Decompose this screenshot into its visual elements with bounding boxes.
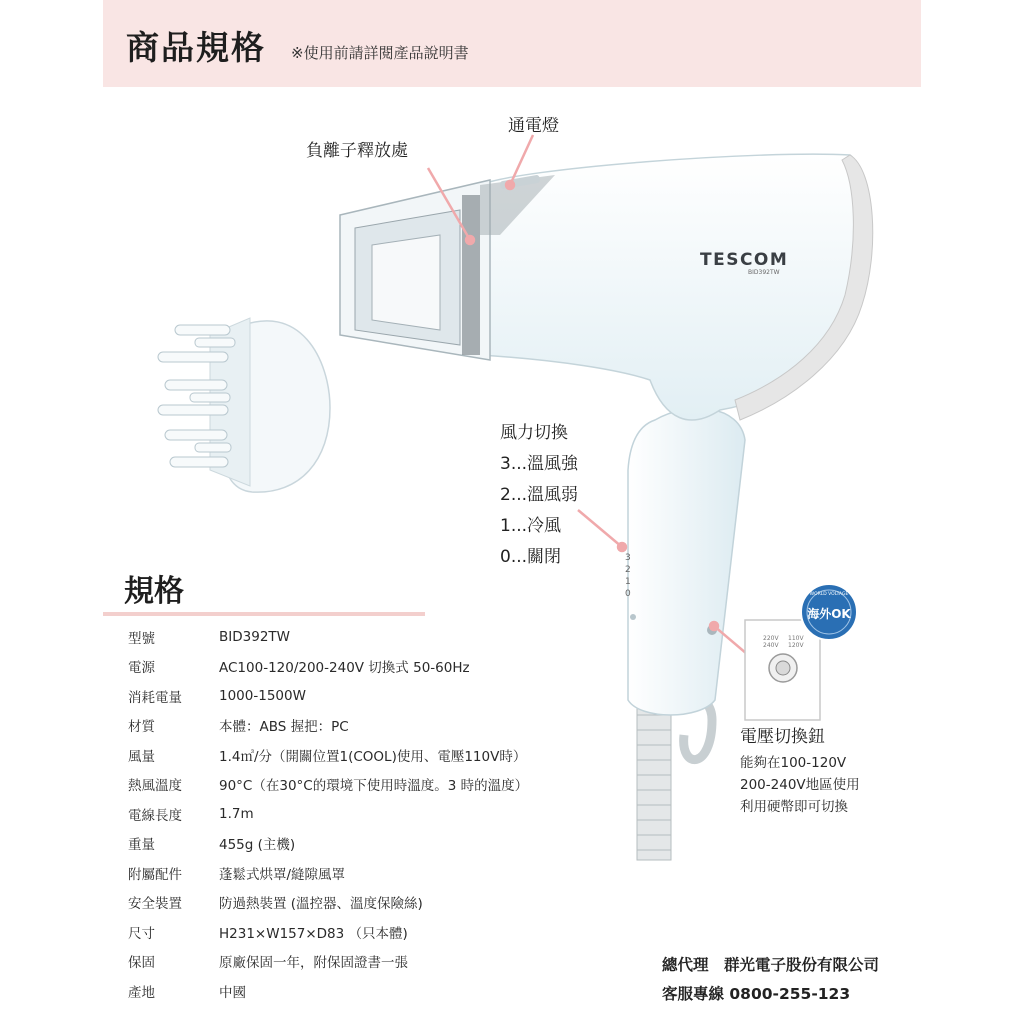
brand-logo: TESCOM <box>700 250 789 270</box>
badge-ring-text: WORLD VOLTAGE <box>809 592 849 597</box>
spec-row <box>128 681 528 711</box>
spec-value: 中國 <box>219 984 246 1001</box>
speed-switch-callout <box>500 418 578 573</box>
voltage-110-label: 110V <box>788 635 804 642</box>
voltage-desc-line: 利用硬幣即可切換 <box>740 799 848 815</box>
voltage-220-label: 220V <box>763 635 779 642</box>
spec-row <box>128 740 528 770</box>
specs-divider <box>103 612 425 616</box>
service-hotline: 客服專線 0800-255-123 <box>662 985 851 1003</box>
page-title: 商品規格 <box>126 28 266 67</box>
spec-value: 90°C（在30°C的環境下使用時溫度。3 時的溫度） <box>219 778 529 795</box>
badge-label: 海外OK <box>807 607 851 621</box>
speed-title: 風力切換 <box>500 423 568 443</box>
spec-label: 重量 <box>128 837 155 854</box>
voltage-240-label: 240V <box>763 642 779 649</box>
spec-label: 風量 <box>128 748 155 765</box>
spec-label: 電源 <box>128 660 155 677</box>
spec-value: BID392TW <box>219 628 291 645</box>
spec-label: 保固 <box>128 955 155 972</box>
spec-row <box>128 917 528 947</box>
distributor-info: 總代理 群光電子股份有限公司 <box>662 956 880 974</box>
spec-label: 熱風溫度 <box>128 778 182 795</box>
switch-pos-3: 3 <box>625 553 631 563</box>
voltage-desc-line: 200-240V地區使用 <box>740 777 860 793</box>
callout-ion-release: 負離子釋放處 <box>306 141 408 161</box>
spec-value: H231×W157×D83 （只本體) <box>219 925 408 942</box>
switch-pos-0: 0 <box>625 589 631 599</box>
spec-label: 型號 <box>128 630 155 647</box>
spec-row <box>128 947 528 977</box>
spec-row <box>128 858 528 888</box>
voltage-switch-title: 電壓切換鈕 <box>740 727 825 747</box>
voltage-switch-zoom <box>745 620 820 720</box>
page-note: ※使用前請詳閱產品說明書 <box>291 44 469 62</box>
voltage-switch-description <box>740 752 860 818</box>
spec-value: 蓬鬆式烘罩/縫隙風罩 <box>219 866 346 883</box>
spec-row <box>128 799 528 829</box>
spec-value: 本體：ABS 握把：PC <box>219 719 349 736</box>
speed-item-1: 1...冷風 <box>500 516 562 536</box>
spec-value: 1000-1500W <box>219 687 306 704</box>
spec-row <box>128 622 528 652</box>
spec-label: 消耗電量 <box>128 689 182 706</box>
speed-item-3: 3...溫風強 <box>500 454 579 474</box>
speed-item-0: 0...關閉 <box>500 547 562 567</box>
spec-value: 455g (主機) <box>219 837 296 854</box>
voltage-120-label: 120V <box>788 642 804 649</box>
overseas-ok-badge <box>801 584 857 640</box>
spec-row <box>128 652 528 682</box>
spec-label: 電線長度 <box>128 807 182 824</box>
spec-label: 附屬配件 <box>128 866 182 883</box>
specs-title: 規格 <box>124 574 184 609</box>
diffuser-attachment <box>158 318 330 492</box>
spec-label: 產地 <box>128 984 155 1001</box>
spec-table <box>128 622 528 1006</box>
speed-item-2: 2...溫風弱 <box>500 485 579 505</box>
spec-label: 材質 <box>128 719 155 736</box>
spec-row <box>128 888 528 918</box>
spec-value: 1.7m <box>219 805 254 822</box>
spec-value: 防過熱裝置 (溫控器、溫度保險絲) <box>219 896 423 913</box>
voltage-desc-line: 能夠在100-120V <box>740 755 847 771</box>
switch-pos-1: 1 <box>625 577 631 587</box>
model-label: BID392TW <box>748 269 780 276</box>
spec-value: 原廠保固一年，附保固證書一張 <box>219 955 408 972</box>
spec-label: 安全裝置 <box>128 896 182 913</box>
spec-label: 尺寸 <box>128 925 155 942</box>
spec-value: 1.4㎥/分（開關位置1(COOL)使用、電壓110V時） <box>219 748 527 765</box>
switch-pos-2: 2 <box>625 565 631 575</box>
spec-row <box>128 711 528 741</box>
spec-row <box>128 770 528 800</box>
spec-row <box>128 976 528 1006</box>
spec-value: AC100-120/200-240V 切換式 50-60Hz <box>219 660 470 677</box>
callout-power-light: 通電燈 <box>508 116 559 136</box>
spec-row <box>128 829 528 859</box>
